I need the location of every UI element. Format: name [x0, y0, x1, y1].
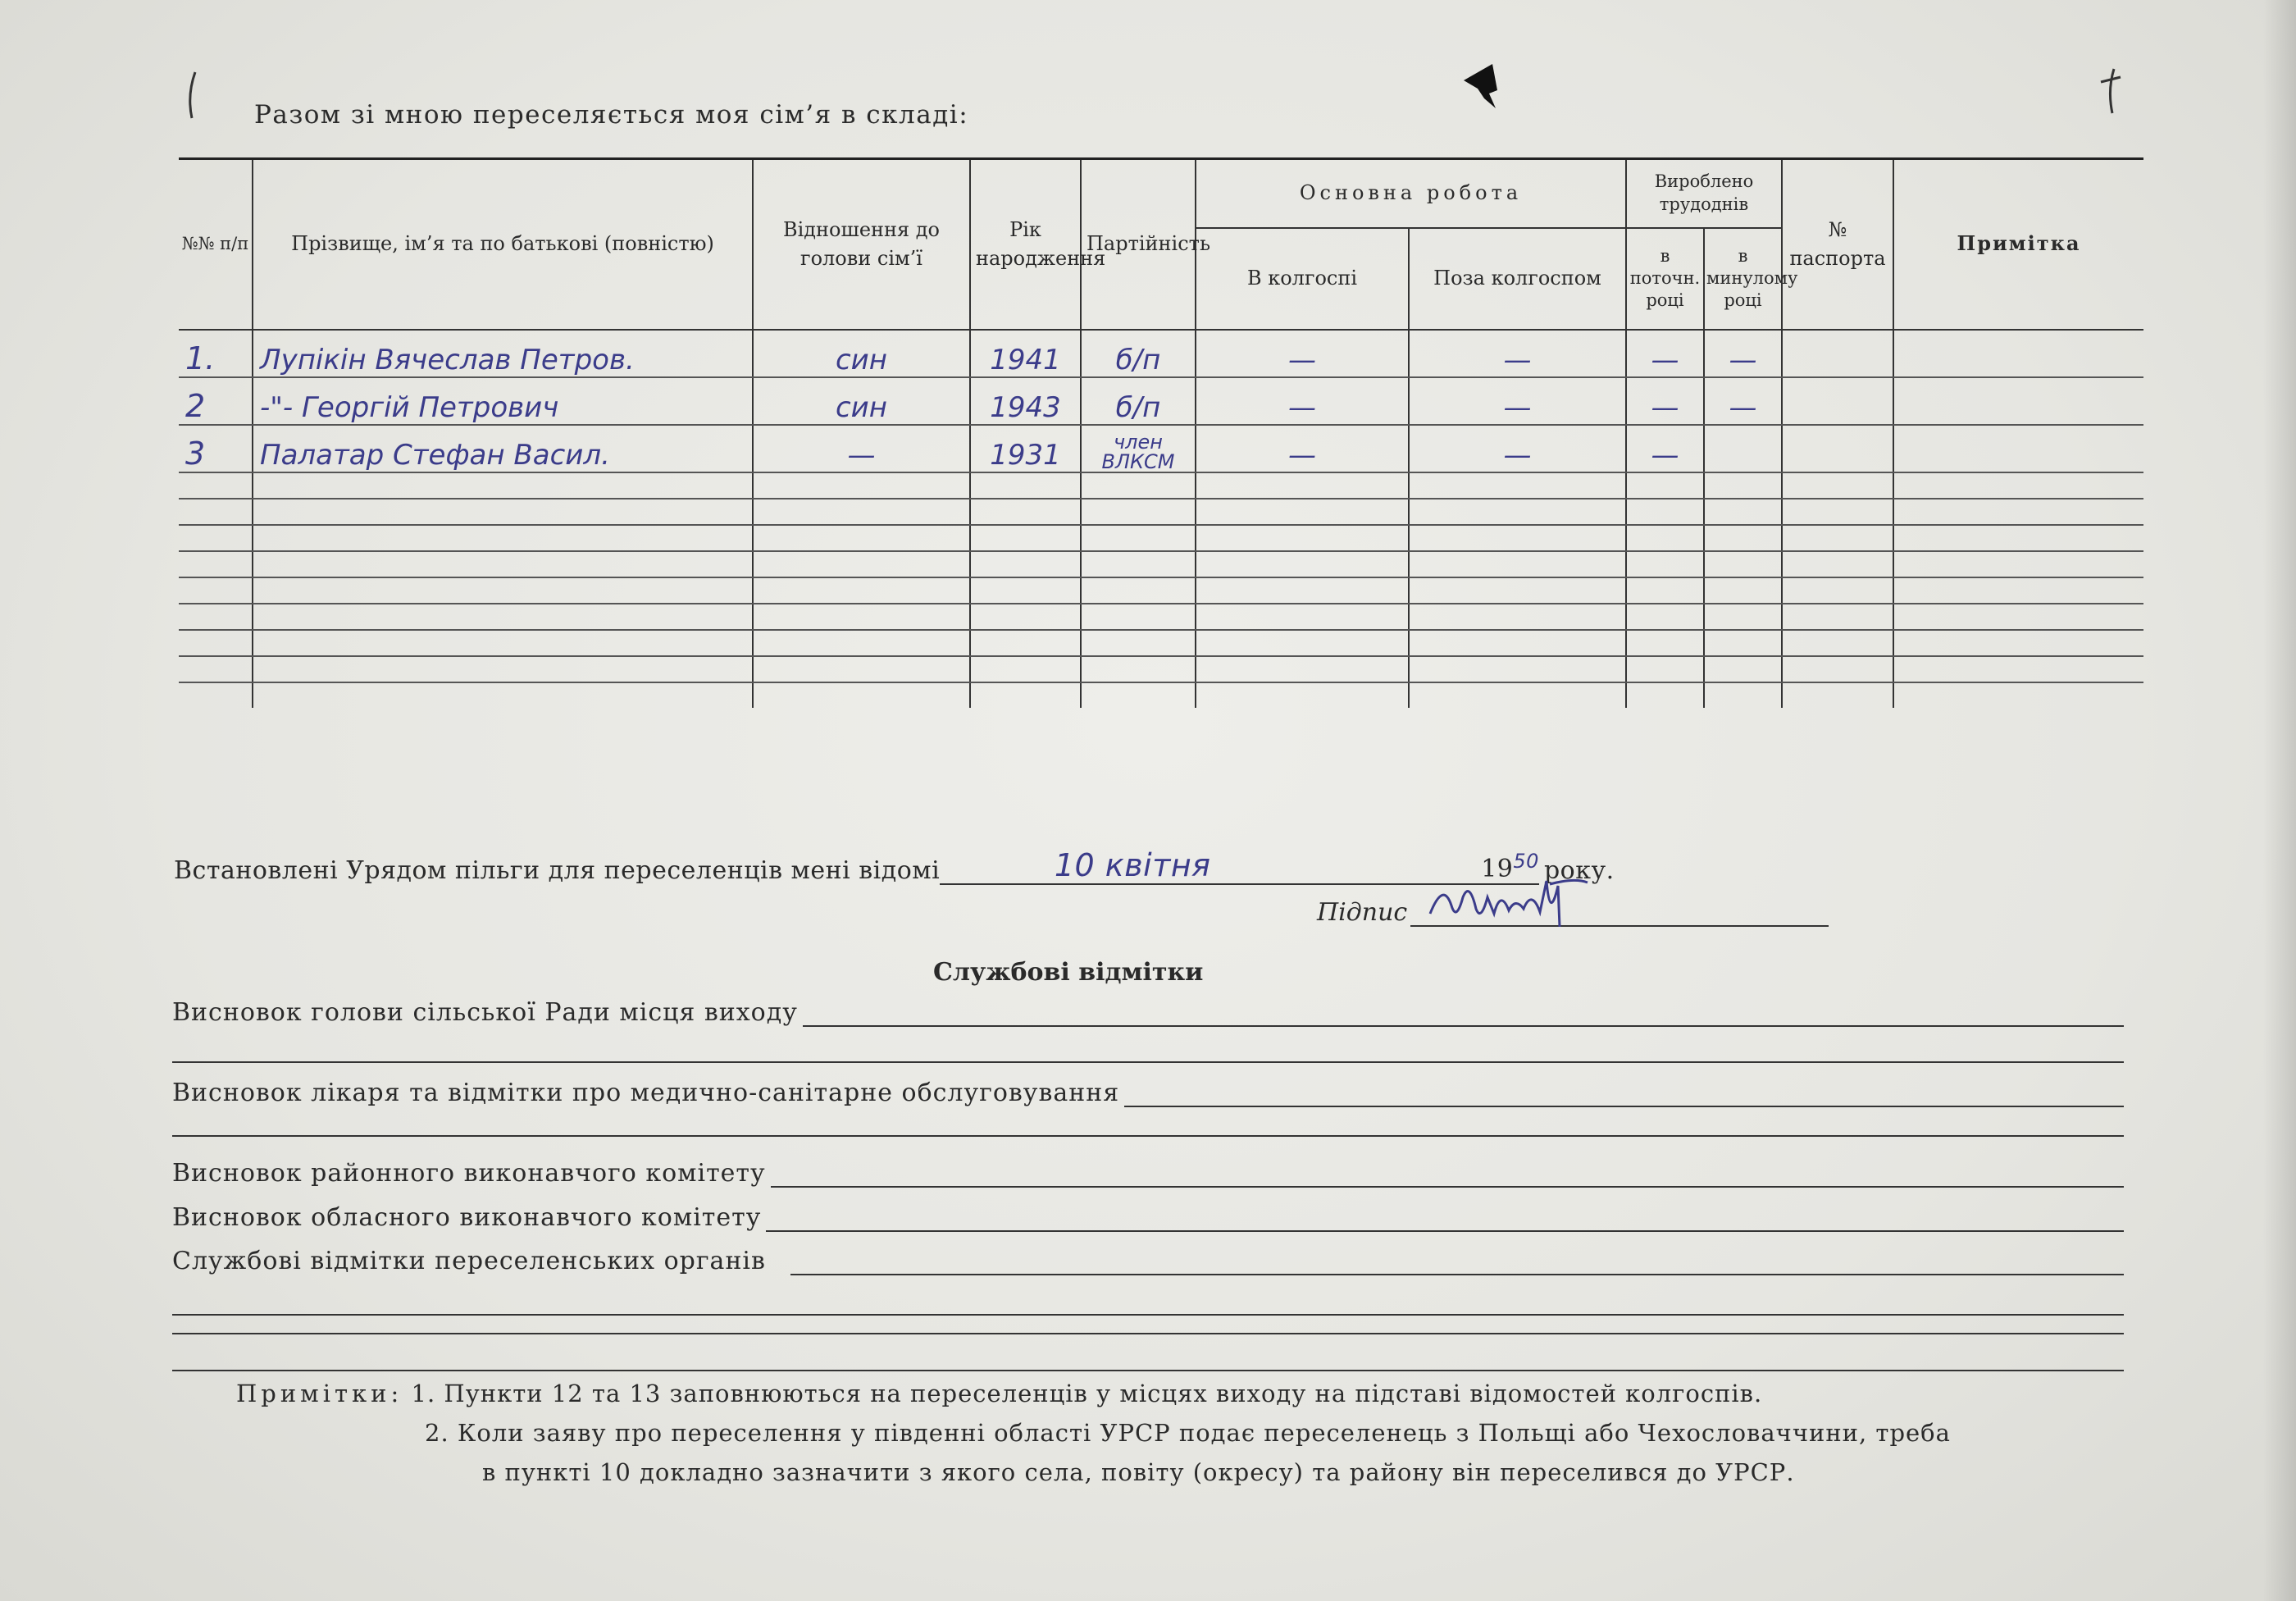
row-relation: —: [753, 425, 970, 472]
row-current-year: —: [1626, 425, 1704, 472]
table-row-empty: [179, 551, 2143, 577]
row-year: 1943: [970, 377, 1081, 425]
note-1: [236, 1375, 1951, 1414]
col-header-last-year: в минулому році: [1704, 228, 1782, 330]
office-line-village-council: [172, 998, 2124, 1027]
row-name: Лупікін Вячеслав Петров.: [253, 330, 753, 377]
blank-line: [172, 1314, 2124, 1316]
col-header-relation: Відношення до голови сім’ї: [753, 159, 970, 330]
col-header-name: Прізвище, ім’я та по батькові (повністю): [253, 159, 753, 330]
row-passport: [1782, 377, 1893, 425]
row-kolkhoz: —: [1196, 425, 1409, 472]
table-row-empty: [179, 577, 2143, 604]
row-num: 2: [179, 377, 253, 425]
col-header-workdays: Вироблено трудоднів: [1626, 159, 1782, 228]
office-line-label: Службові відмітки переселенських органів: [172, 1247, 766, 1275]
col-header-num: №№ п/п: [179, 159, 253, 330]
office-marks-title: Службові відмітки: [933, 958, 1204, 987]
col-header-current-year: в поточн. році: [1626, 228, 1704, 330]
note-1-text: 1. Пункти 12 та 13 заповнюються на переселенців у місцях виходу на підставі відомостей колгоспів.: [411, 1380, 1763, 1407]
col-header-party: Партійність: [1081, 159, 1196, 330]
office-line-label: Висновок голови сільської Ради місця виходу: [172, 998, 798, 1027]
corner-mark-icon: [184, 71, 200, 120]
table-row-empty: [179, 630, 2143, 656]
col-header-main-work: Основна робота: [1196, 159, 1626, 228]
table-row: [179, 377, 2143, 425]
row-num: 1.: [179, 330, 253, 377]
col-header-passport: № паспорта: [1782, 159, 1893, 330]
signature-line: [1410, 894, 1829, 927]
benefits-date: 10 квітня: [940, 847, 1325, 885]
table-row-empty: [179, 499, 2143, 525]
year-prefix: 19: [1481, 855, 1514, 883]
row-current-year: —: [1626, 377, 1704, 425]
row-party: б/п: [1081, 330, 1196, 377]
col-header-note: Примітка: [1893, 159, 2143, 330]
row-outside: —: [1409, 425, 1626, 472]
row-last-year: —: [1704, 377, 1782, 425]
row-last-year: [1704, 425, 1782, 472]
row-outside: —: [1409, 377, 1626, 425]
table-row: [179, 425, 2143, 472]
row-passport: [1782, 425, 1893, 472]
office-line-doctor: [172, 1079, 2124, 1107]
table-row-empty: [179, 656, 2143, 682]
office-line-district: [172, 1159, 2124, 1188]
row-note: [1893, 377, 2143, 425]
office-line-label: Висновок лікаря та відмітки про медично-санітарне обслуговування: [172, 1079, 1120, 1107]
table-row: [179, 330, 2143, 377]
year-handwritten: 50: [1513, 850, 1539, 873]
fill-line: [1124, 1081, 2124, 1107]
family-section-title: Разом зі мною переселяється моя сім’я в складі:: [254, 100, 969, 130]
col-header-birth-year: Рік народження: [970, 159, 1081, 330]
row-name: -"- Георгій Петрович: [253, 377, 753, 425]
corner-mark-icon: [2099, 66, 2124, 115]
family-table: [179, 157, 2143, 708]
office-line-label: Висновок районного виконавчого комітету: [172, 1159, 766, 1188]
row-year: 1931: [970, 425, 1081, 472]
table-row-empty: [179, 472, 2143, 499]
row-current-year: —: [1626, 330, 1704, 377]
row-name: Палатар Стефан Васил.: [253, 425, 753, 472]
signature-label: Підпис: [1317, 898, 1408, 927]
fill-line: [803, 1001, 2124, 1027]
row-relation: син: [753, 330, 970, 377]
note-2-continuation: в пункті 10 докладно зазначити з якого села, повіту (окресу) та району він переселився до УРСР.: [482, 1457, 1795, 1486]
row-party: член ВЛКСМ: [1081, 425, 1196, 472]
table-row-empty: [179, 682, 2143, 708]
row-note: [1893, 330, 2143, 377]
col-header-outside-kolkhoz: Поза колгоспом: [1409, 228, 1626, 330]
row-party: б/п: [1081, 377, 1196, 425]
signature-block: [1317, 894, 1829, 927]
year-suffix: року.: [1543, 856, 1615, 885]
blank-line: [172, 1333, 2124, 1334]
row-year: 1941: [970, 330, 1081, 377]
office-line-resettlement: [172, 1247, 2124, 1275]
note-2-text: 2. Коли заяву про переселення у південні області УРСР подає переселенець з Польщі або Чехословаччини, треба: [425, 1418, 1951, 1447]
benefits-label: Встановлені Урядом пільги для переселенців мені відомі: [174, 856, 941, 885]
fill-line: [771, 1161, 2124, 1188]
notes-prefix: Примітки:: [236, 1380, 403, 1407]
ink-blot-icon: [1460, 57, 1517, 115]
row-outside: —: [1409, 330, 1626, 377]
benefits-line: [174, 847, 1615, 885]
row-num: 3: [179, 425, 253, 472]
table-row-empty: [179, 525, 2143, 551]
page-edge-shadow: [2263, 0, 2296, 1601]
row-relation: син: [753, 377, 970, 425]
fill-line: [766, 1206, 2124, 1232]
row-note: [1893, 425, 2143, 472]
row-kolkhoz: —: [1196, 377, 1409, 425]
col-header-in-kolkhoz: В колгоспі: [1196, 228, 1409, 330]
table-row-empty: [179, 604, 2143, 630]
row-passport: [1782, 330, 1893, 377]
office-line-region: [172, 1203, 2124, 1232]
row-kolkhoz: —: [1196, 330, 1409, 377]
fill-line: [790, 1249, 2124, 1275]
blank-line: [172, 1061, 2124, 1063]
office-line-label: Висновок обласного виконавчого комітету: [172, 1203, 762, 1232]
handwritten-signature: [1427, 873, 1591, 932]
blank-line: [172, 1135, 2124, 1137]
row-last-year: —: [1704, 330, 1782, 377]
notes-block: [236, 1375, 1951, 1493]
blank-line: [172, 1370, 2124, 1371]
